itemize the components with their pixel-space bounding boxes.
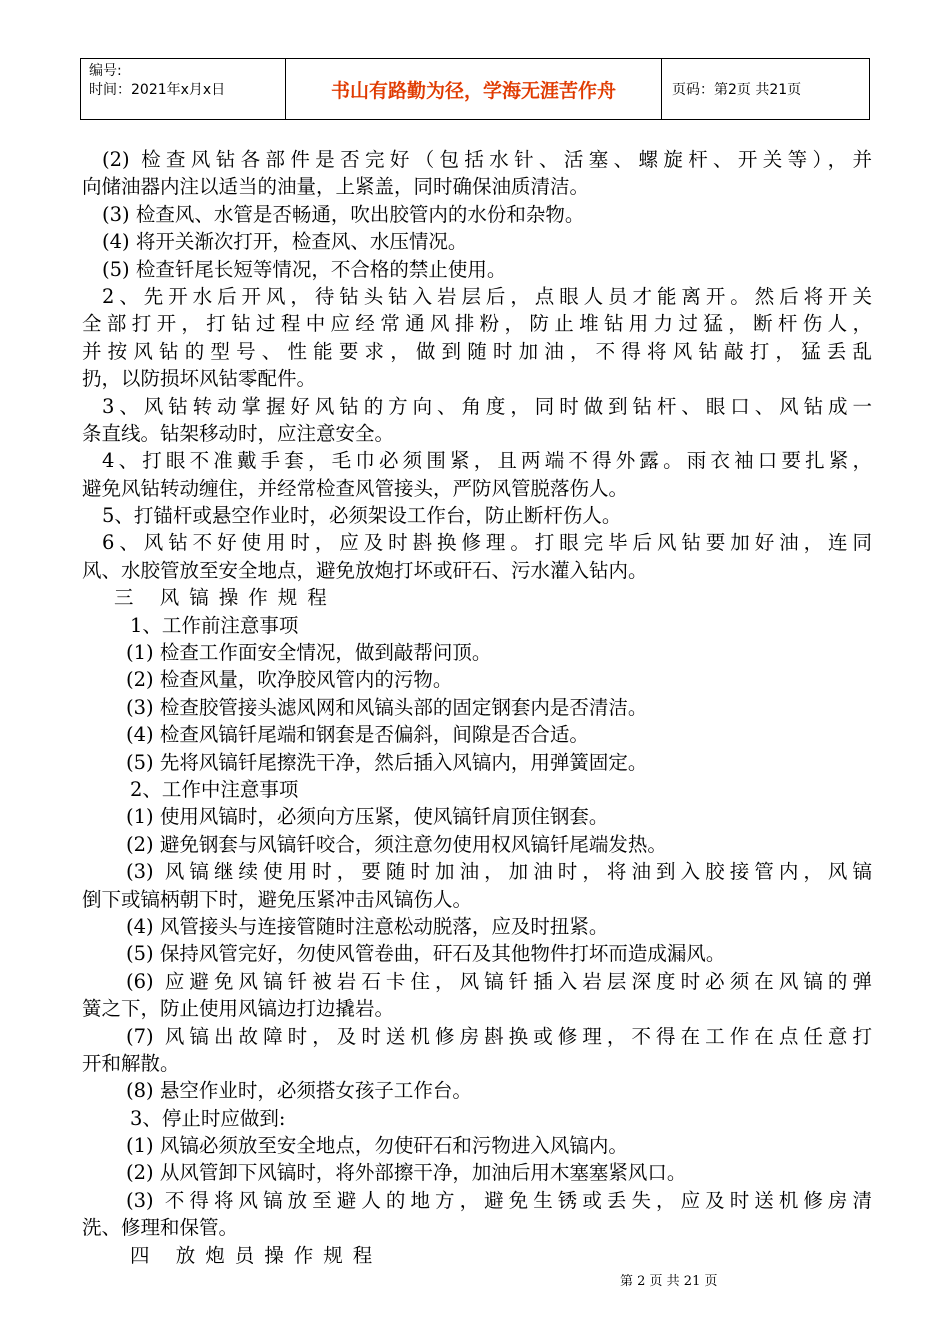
text-line: 风、水胶管放至安全地点，避免放炮打坏或矸石、污水灌入钻内。 [82,558,648,582]
text-line: (3) 检查风、水管是否畅通，吹出胶管内的水份和杂物。 [102,202,585,226]
text-line: 6、风钻不好使用时，应及时斟换修理。打眼完毕后风钻要加好油，连同 [102,531,872,555]
text-line: 洗、修理和保管。 [82,1216,239,1240]
document-body [82,146,872,1269]
text-line: 扔，以防损坏风钻零配件。 [82,367,317,391]
document-header [80,58,870,120]
text-line: 避免风钻转动缠住，并经常检查风管接头，严防风管脱落伤人。 [82,476,629,500]
text-line: 条直线。钻架移动时，应注意安全。 [82,421,395,445]
section-heading: 三 风镐操作规程 [114,586,337,610]
text-line: 全部打开，打钻过程中应经常通风排粉，防止堆钻用力过猛，断杆伤人， [82,312,872,336]
text-line: (7) 风镐出故障时，及时送机修房斟换或修理，不得在工作在点任意打 [126,1024,872,1048]
text-line: (1) 检查工作面安全情况，做到敲帮问顶。 [126,641,492,665]
document-number-label: 编号: [89,63,122,79]
text-line: 簧之下，防止使用风镐边打边撬岩。 [82,997,395,1021]
text-line: (8) 悬空作业时，必须搭女孩子工作台。 [126,1079,472,1103]
text-line: (5) 检查钎尾长短等情况，不合格的禁止使用。 [102,257,507,281]
text-line: (2) 从风管卸下风镐时，将外部擦干净，加油后用木塞塞紧风口。 [126,1161,687,1185]
text-line: (3) 风镐继续使用时，要随时加油，加油时，将油到入胶接管内，风镐 [126,860,872,884]
text-line: (4) 风管接头与连接管随时注意松动脱落，应及时扭紧。 [126,914,609,938]
text-line: 5、打锚杆或悬空作业时，必须架设工作台，防止断杆伤人。 [102,504,622,528]
text-line: (4) 检查风镐钎尾端和钢套是否偏斜，间隙是否合适。 [126,723,589,747]
text-line: (2) 检查风量，吹净胶风管内的污物。 [126,668,453,692]
text-line: 1、工作前注意事项 [130,613,299,637]
text-line: (2) 检查风钻各部件是否完好（包括水针、活塞、螺旋杆、开关等），并 [102,148,872,171]
text-line: 开和解散。 [82,1051,180,1075]
header-motto: 书山有路勤为径，学海无涯苦作舟 [286,59,662,119]
text-line: (5) 先将风镐钎尾擦洗干净，然后插入风镐内，用弹簧固定。 [126,750,648,774]
text-line: 4、打眼不准戴手套，毛巾必须围紧，且两端不得外露。雨衣袖口要扎紧， [102,449,872,473]
text-line: 3、停止时应做到: [130,1106,286,1130]
text-line: 3、风钻转动掌握好风钻的方向、角度，同时做到钻杆、眼口、风钻成一 [102,394,872,418]
text-line: 向储油器内注以适当的油量，上紧盖，同时确保油质清洁。 [82,175,590,199]
text-line: (4) 将开关渐次打开，检查风、水压情况。 [102,230,468,254]
text-line: (5) 保持风管完好，勿使风管卷曲，矸石及其他物件打坏而造成漏风。 [126,942,726,966]
text-line: (3) 不得将风镐放至避人的地方，避免生锈或丢失，应及时送机修房清 [126,1188,872,1212]
section-heading: 四 放炮员操作规程 [130,1243,383,1267]
document-date-label: 时间：2021年x月x日 [89,82,226,98]
text-line: 2、先开水后开风，待钻头钻入岩层后，点眼人员才能离开。然后将开关 [102,284,872,308]
text-line: (1) 使用风镐时，必须向方压紧，使风镐钎肩顶住钢套。 [126,805,609,829]
header-page-info: 页码：第2页 共21页 [672,82,802,98]
page-footer: 第 2 页 共 21 页 [620,1274,718,1289]
header-meta [81,59,286,119]
text-line: 倒下或镐柄朝下时，避免压紧冲击风镐伤人。 [82,887,473,911]
text-line: 并按风钻的型号、性能要求，做到随时加油，不得将风钻敲打，猛丢乱 [82,339,872,363]
text-line: (2) 避免钢套与风镐钎咬合，须注意勿使用权风镐钎尾端发热。 [126,832,667,856]
text-line: (3) 检查胶管接头滤风网和风镐头部的固定钢套内是否清洁。 [126,695,648,719]
text-line: (6) 应避免风镐钎被岩石卡住，风镐钎插入岩层深度时必须在风镐的弹 [126,969,872,993]
text-line: 2、工作中注意事项 [130,777,299,801]
text-line: (1) 风镐必须放至安全地点，勿使矸石和污物进入风镐内。 [126,1134,628,1158]
